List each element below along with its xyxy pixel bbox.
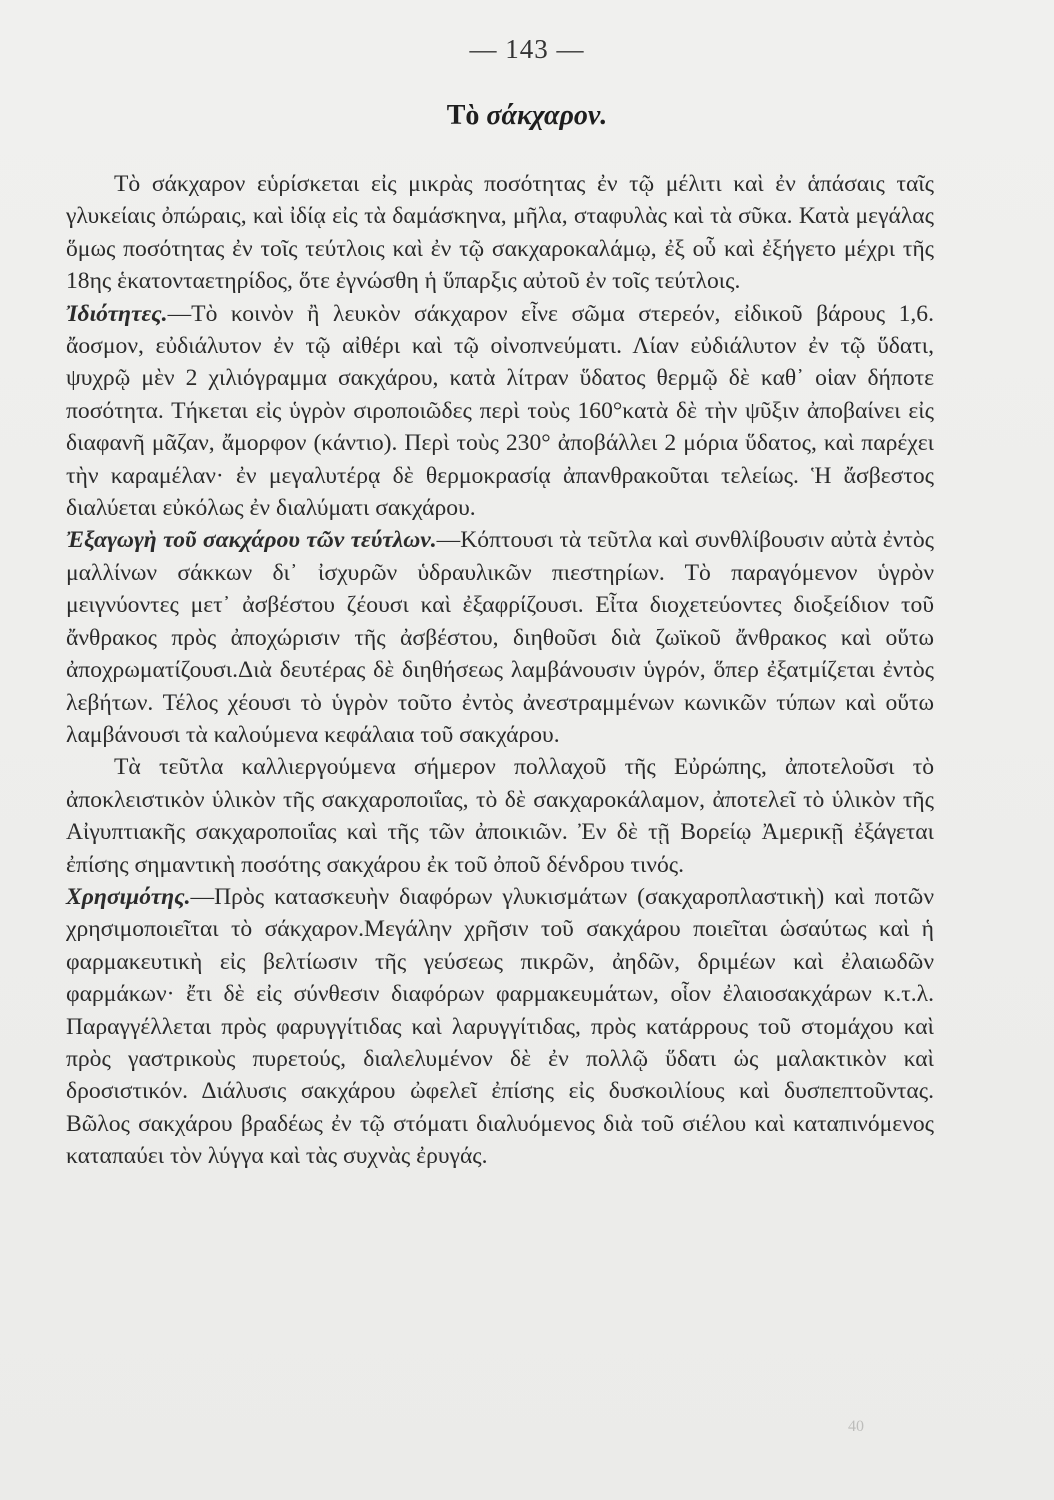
- paragraph-usefulness: [66, 881, 934, 1173]
- title-main: σάκχαρον.: [486, 100, 608, 131]
- paragraph-cultivation: Τὰ τεῦτλα καλλιεργούμενα σήμερον πολλαχοῦ τῆς Εὐρώπης, ἀποτελοῦσι τὸ ἀποκλειστικὸν ὑλικὸν τῆς σακχαροποιΐας, τὸ δὲ σακχαροκάλαμον, ἀποτελεῖ τὸ ὑλικὸν τῆς Αἰγυπτιακῆς σακχαροποιΐας καὶ τῆς τῶν ἀποικιῶν. Ἐν δὲ τῇ Βορείῳ Ἀμερικῇ ἐξάγεται ἐπίσης σημαντικὴ ποσότης σακχάρου ἐκ τοῦ ὀποῦ δένδρου τινός.: [66, 754, 934, 878]
- paragraph-occurrence: Τὸ σάκχαρον εὑρίσκεται εἰς μικρὰς ποσότητας ἐν τῷ μέλιτι καὶ ἐν ἁπάσαις ταῖς γλυκείαις ὀπώραις, καὶ ἰδίᾳ εἰς τὰ δαμάσκηνα, μῆλα, σταφυλὰς καὶ τὰ σῦκα. Κατὰ μεγάλας ὅμως ποσότητας ἐν τοῖς τεύτλοις καὶ ἐν τῷ σακχαροκαλάμῳ, ἐξ οὗ καὶ ἐξήγετο μέχρι τῆς 18ης ἑκατονταετηρίδος, ὅτε ἐγνώσθη ἡ ὕπαρξις αὐτοῦ ἐν τοῖς τεύτλοις.: [66, 171, 934, 295]
- paragraph-extraction-text: —Κόπτουσι τὰ τεῦτλα καὶ συνθλίβουσιν αὐτὰ ἐντὸς μαλλίνων σάκκων δι᾽ ἰσχυρῶν ὑδραυλικῶν πιεστηρίων. Τὸ παραγόμενον ὑγρὸν μειγνύοντες μετ᾽ ἀσβέστου ζέουσι καὶ ἐξαφρίζουσι. Εἶτα διοχετεύοντες διοξείδιον τοῦ ἄνθρακος πρὸς ἀποχώρισιν τῆς ἀσβέστου, διηθοῦσι διὰ ζωϊκοῦ ἄνθρακος καὶ οὕτω ἀποχρωματίζουσι.Διὰ δευτέρας δὲ διηθήσεως λαμβάνουσιν ὑγρόν, ὅπερ ἐξατμίζεται ἐντὸς λεβήτων. Τέλος χέουσι τὸ ὑγρὸν τοῦτο ἐντὸς ἀνεστραμμένων κωνικῶν τύπων καὶ οὕτω λαμβάνουσι τὰ καλούμενα κεφάλαια τοῦ σακχάρου.: [66, 527, 934, 748]
- section-heading-properties: Ἰδιότητες.: [66, 300, 168, 327]
- section-heading-extraction: Ἐξαγωγὴ τοῦ σακχάρου τῶν τεύτλων.: [66, 527, 437, 554]
- page-title: [0, 100, 1054, 132]
- paragraph-extraction: [66, 524, 934, 751]
- paragraph-properties-text: —Τὸ κοινὸν ἢ λευκὸν σάκχαρον εἶνε σῶμα στερεόν, εἰδικοῦ βάρους 1,6. ἄοσμον, εὐδιάλυτον ἐν τῷ αἰθέρι καὶ τῷ οἰνοπνεύματι. Λίαν εὐδιάλυτον ἐν τῷ ὕδατι, ψυχρῷ μὲν 2 χιλιόγραμμα σακχάρου, κατὰ λίτραν ὕδατος θερμῷ δὲ καθ᾽ οἱαν δήποτε ποσότητα. Τήκεται εἰς ὑγρὸν σιροποιῶδες περὶ τοὺς 160°κατὰ δὲ τὴν ψῦξιν ἀποβαίνει εἰς διαφανῆ μᾶζαν, ἄμορφον (κάντιο). Περὶ τοὺς 230° ἀποβάλλει 2 μόρια ὕδατος, καὶ παρέχει τὴν καραμέλαν· ἐν μεγαλυτέρᾳ δὲ θερμοκρασίᾳ ἀπανθρακοῦται τελείως. Ἡ ἄσβεστος διαλύεται εὐκόλως ἐν διαλύματι σακχάρου.: [66, 300, 934, 522]
- section-heading-usefulness: Χρησιμότης.: [66, 883, 191, 910]
- bleed-through-mark: 40: [848, 1418, 864, 1435]
- body-text: [66, 168, 934, 1173]
- paragraph-properties: [66, 298, 934, 525]
- paragraph-usefulness-text: —Πρὸς κατασκευὴν διαφόρων γλυκισμάτων (σακχαροπλαστικὴ) καὶ ποτῶν χρησιμοποιεῖται τὸ σάκχαρον.Μεγάλην χρῆσιν τοῦ σακχάρου ποιεῖται ὡσαύτως καὶ ἡ φαρμακευτικὴ εἰς βελτίωσιν τῆς γεύσεως πικρῶν, ἀηδῶν, δριμέων καὶ ἐλαιωδῶν φαρμάκων· ἔτι δὲ εἰς σύνθεσιν διαφόρων φαρμακευμάτων, οἷον ἐλαιοσακχάρων κ.τ.λ. Παραγγέλλεται πρὸς φαρυγγίτιδας καὶ λαρυγγίτιδας, πρὸς κατάρρους τοῦ στομάχου καὶ πρὸς γαστρικοὺς πυρετούς, διαλελυμένον δὲ ἐν πολλῷ ὕδατι ὡς μαλακτικὸν καὶ δροσιστικόν. Διάλυσις σακχάρου ὠφελεῖ ἐπίσης εἰς δυσκοιλίους καὶ δυσπεπτοῦντας. Βῶλος σακχάρου βραδέως ἐν τῷ στόματι διαλυόμενος διὰ τοῦ σιέλου καὶ καταπινόμενος καταπαύει τὸν λύγγα καὶ τὰς συχνὰς ἐρυγάς.: [66, 883, 934, 1170]
- page-number: — 143 —: [469, 34, 585, 64]
- title-prefix: Τὸ: [446, 100, 480, 131]
